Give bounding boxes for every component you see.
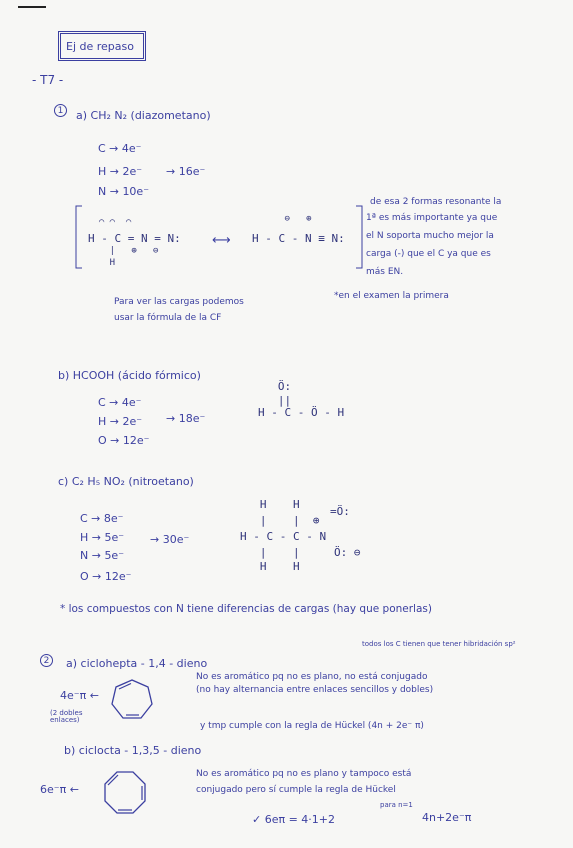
ex1a-note-3: el N soporta mucho mejor la xyxy=(366,231,494,241)
ex1a-note-4: carga (-) que el C ya que es xyxy=(366,249,491,259)
ex2b-para-note: para n=1 xyxy=(380,801,413,809)
ex1a-struct-right-charges: ⊖ ⊕ xyxy=(252,214,312,224)
ex1c-total: → 30e⁻ xyxy=(150,533,190,546)
ex1c-title: c) C₂ H₅ NO₂ (nitroetano) xyxy=(58,475,194,488)
ex1a-count-c: C → 4e⁻ xyxy=(98,142,142,155)
ex1a-exam-note: *en el examen la primera xyxy=(334,291,449,301)
ex1a-title: a) CH₂ N₂ (diazometano) xyxy=(76,109,211,122)
ex2-top-note: todos los C tienen que tener hibridación sp² xyxy=(362,640,516,648)
ex2b-left-label: 6e⁻π ← xyxy=(40,783,79,796)
ex1a-cf-note-2: usar la fórmula de la CF xyxy=(114,313,222,323)
ex1c-count-n: N → 5e⁻ xyxy=(80,549,125,562)
ex1b-count-h: H → 2e⁻ xyxy=(98,415,143,428)
ex2b-line-2: conjugado pero sí cumple la regla de Hückel xyxy=(196,785,396,795)
ex2b-line-1: No es aromático pq no es plano y tampoco está xyxy=(196,769,412,779)
ex1b-struct-mid: || xyxy=(258,394,292,407)
ex1a-struct-left: H - C = N = N: xyxy=(88,232,181,245)
ex2a-line-1: No es aromático pq no es plano, no está conjugado xyxy=(196,672,428,682)
resonance-arrow: ⟷ xyxy=(212,233,231,248)
ex1a-cf-note-1: Para ver las cargas podemos xyxy=(114,297,244,307)
ex1b-count-c: C → 4e⁻ xyxy=(98,396,142,409)
ex1c-count-c: C → 8e⁻ xyxy=(80,512,124,525)
top-mark xyxy=(18,6,46,8)
ex2a-title: a) ciclohepta - 1,4 - dieno xyxy=(66,657,208,670)
ex1c-count-h: H → 5e⁻ xyxy=(80,531,125,544)
page-title: Ej de repaso xyxy=(66,40,134,53)
ex1b-struct-top: Ö: xyxy=(258,380,292,393)
ex1-footnote: * los compuestos con N tiene diferencias de cargas (hay que ponerlas) xyxy=(60,603,432,615)
ex1b-struct-main: H - C - Ö - H xyxy=(258,406,345,419)
ex1c-struct-bars-top: | | ⊕ xyxy=(240,514,327,527)
cycloheptadiene-ring-icon xyxy=(108,676,156,724)
ex1a-total: → 16e⁻ xyxy=(166,165,206,178)
ex1a-struct-left-h: H xyxy=(88,258,116,268)
section-label: - T7 - xyxy=(32,73,64,87)
ex1a-count-h: H → 2e⁻ xyxy=(98,165,143,178)
ex1c-count-o: O → 12e⁻ xyxy=(80,570,132,583)
ex1b-count-o: O → 12e⁻ xyxy=(98,434,150,447)
ex2a-left-sub: (2 dobles enlaces) xyxy=(50,709,83,724)
ex1c-struct-h-top: H H xyxy=(240,498,300,511)
ex1c-struct-main: H - C - C - N xyxy=(240,530,327,543)
ex1c-struct-bars-bot: | | xyxy=(240,546,333,559)
ex1a-struct-left-charges: | ⊕ ⊖ xyxy=(88,246,159,256)
ex2a-left-label: 4e⁻π ← xyxy=(60,689,99,702)
exercise-1-number: 1 xyxy=(54,104,67,117)
ex1c-struct-oxygen-2: Ö: ⊖ xyxy=(334,546,361,559)
ex1a-arrows: ⌒ ⌒ ⌒ xyxy=(88,217,132,227)
ex1c-struct-oxygen-1: =Ö: xyxy=(330,505,350,518)
ex2a-line-3: y tmp cumple con la regla de Hückel (4n + 2e⁻ π) xyxy=(200,721,424,731)
cyclooctatriene-ring-icon xyxy=(100,768,150,818)
ex1a-note-2: 1ª es más importante ya que xyxy=(366,213,498,223)
ex1b-title: b) HCOOH (ácido fórmico) xyxy=(58,369,201,382)
ex1a-note-1: de esa 2 formas resonante la xyxy=(370,197,502,207)
ex2b-formula-right: 4n+2e⁻π xyxy=(422,811,472,824)
ex2b-title: b) ciclocta - 1,3,5 - dieno xyxy=(64,744,202,757)
exercise-2-number: 2 xyxy=(40,654,53,667)
ex1a-struct-right: H - C - N ≡ N: xyxy=(252,232,345,245)
ex1c-struct-h-bot: H H xyxy=(240,560,300,573)
ex1b-total: → 18e⁻ xyxy=(166,412,206,425)
ex2a-line-2: (no hay alternancia entre enlaces sencillos y dobles) xyxy=(196,685,434,695)
ex1a-count-n: N → 10e⁻ xyxy=(98,185,150,198)
ex2b-formula-left: ✓ 6eπ = 4·1+2 xyxy=(252,813,336,826)
ex1a-note-5: más EN. xyxy=(366,267,404,277)
